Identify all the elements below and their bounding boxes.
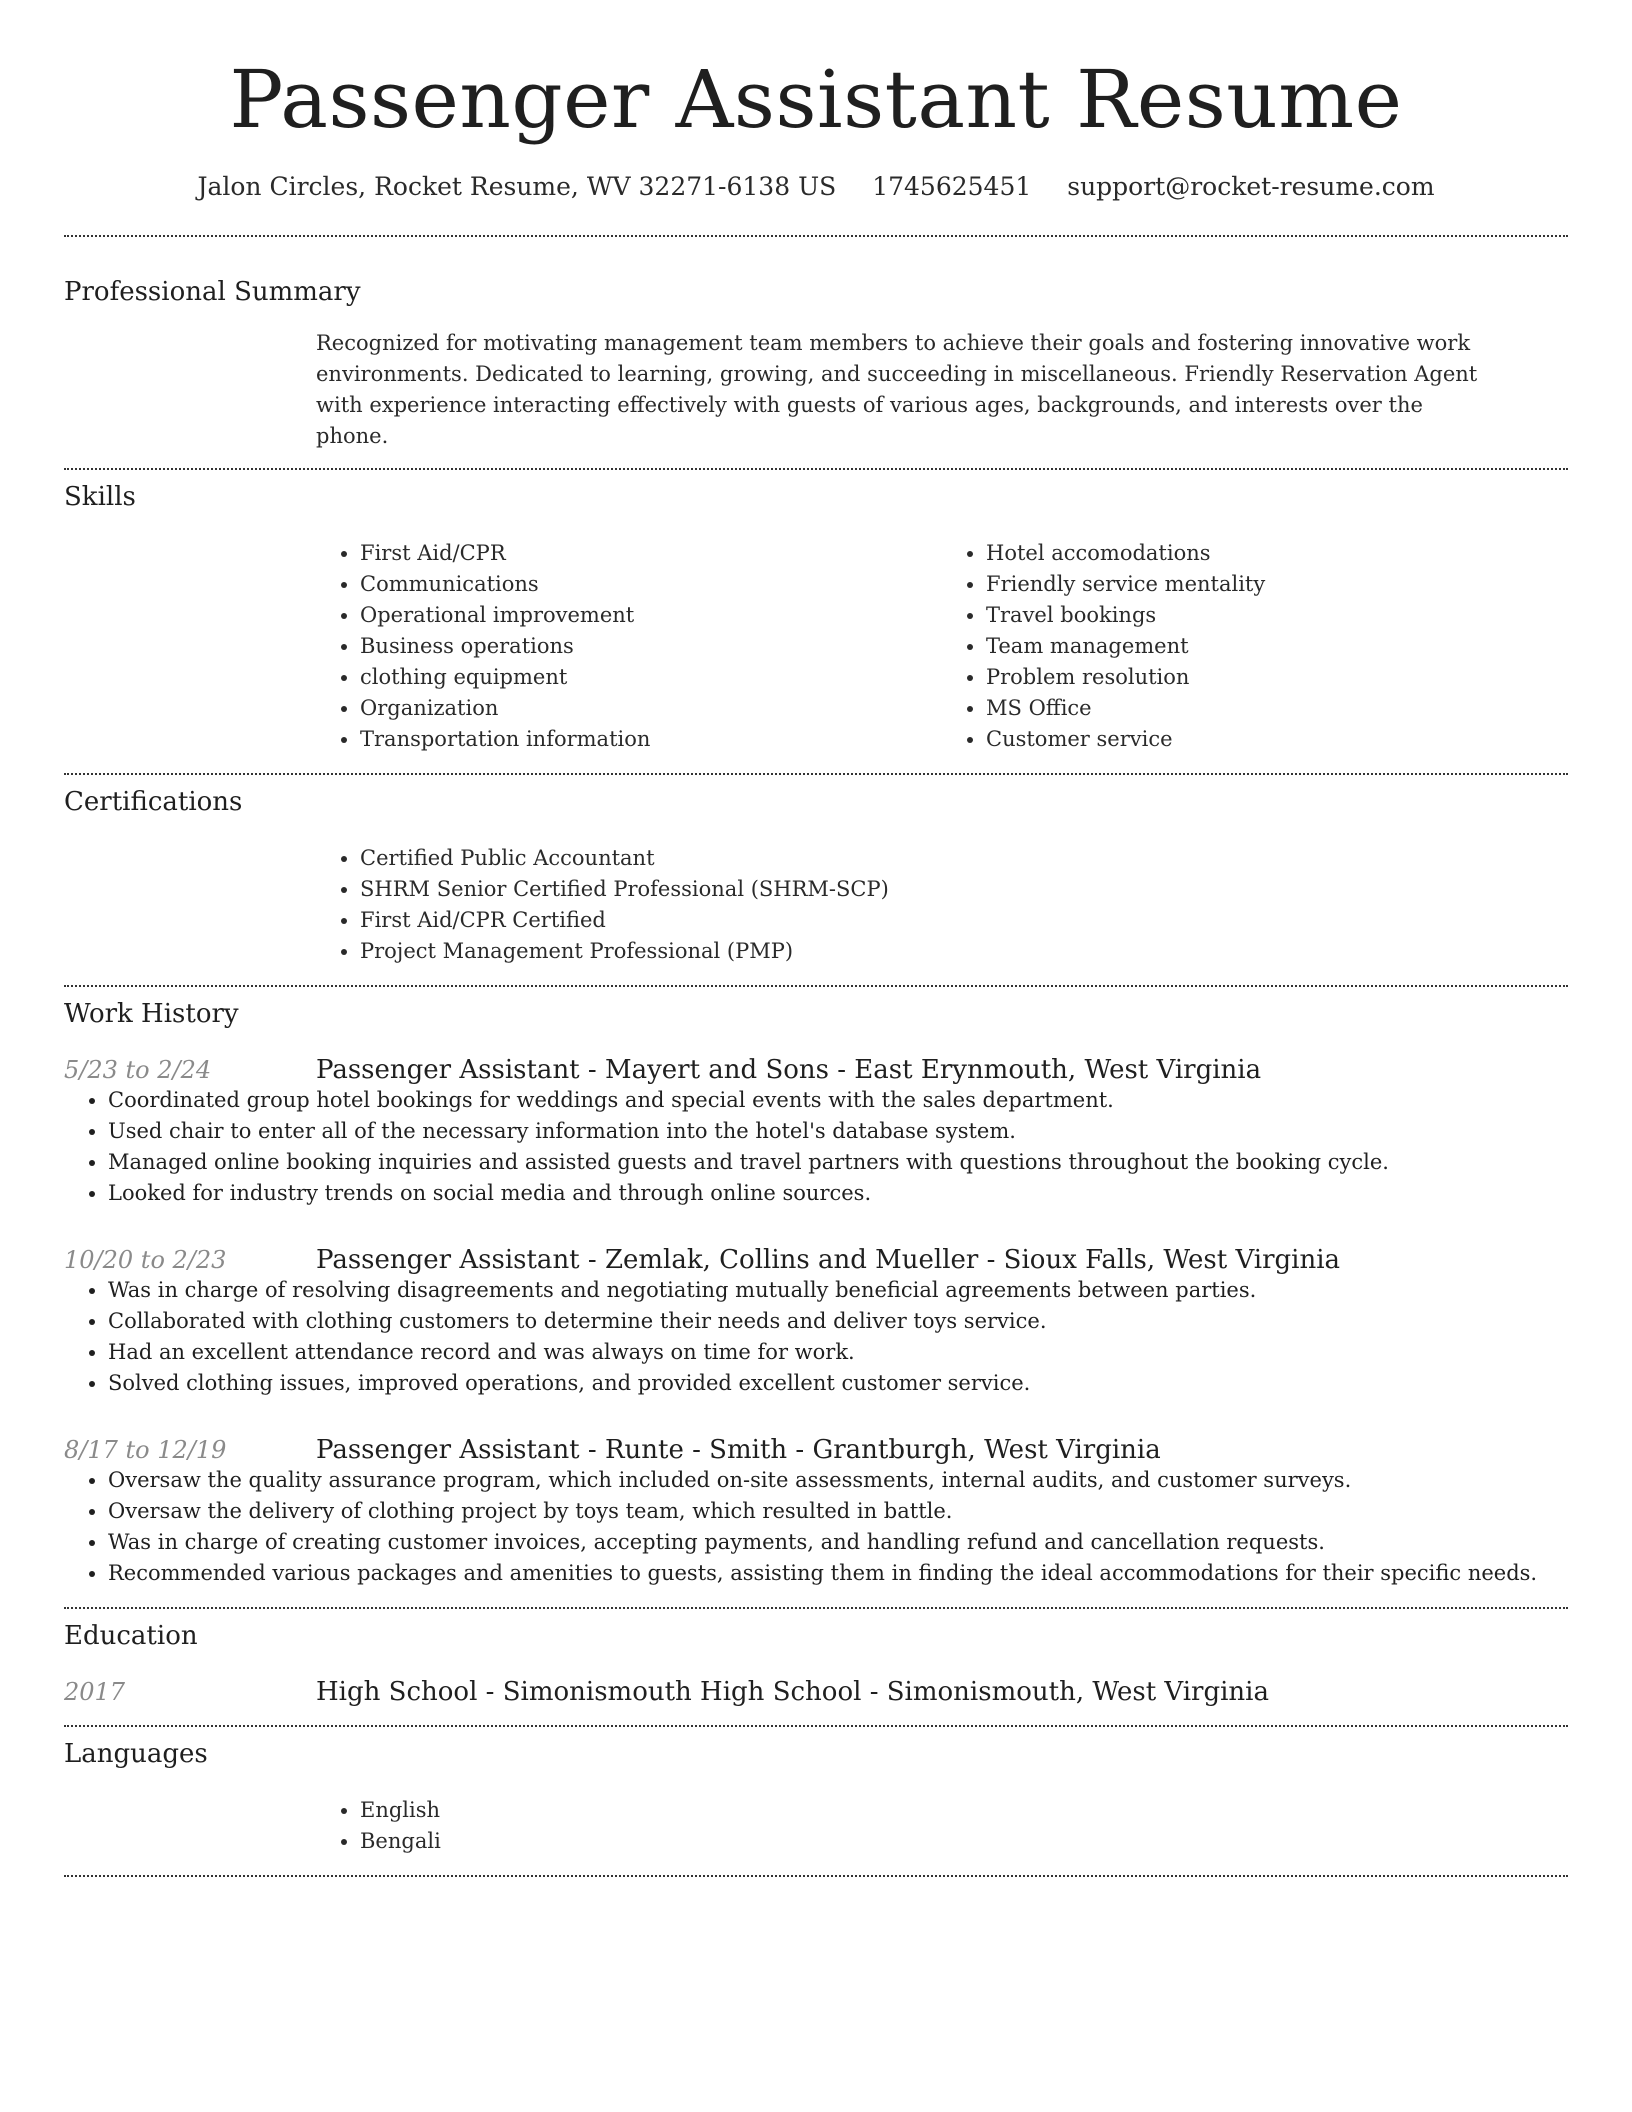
skills-section [64,470,1568,773]
certification-item: • Project Management Professional (PMP) [360,936,1568,967]
language-item: • Bengali [360,1826,1568,1857]
education-entry [64,1677,1568,1707]
resume-title: Passenger Assistant Resume [229,53,1403,146]
job-bullet: • Managed online booking inquiries and assisted guests and travel partners with questions throughout the booking cycle. [108,1147,1548,1178]
skill-item: • Travel bookings [986,600,1568,631]
skill-item: • Business operations [360,631,942,662]
section-title-languages: Languages [64,1739,208,1769]
job-bullet: • Had an excellent attendance record and was always on time for work. [108,1337,1548,1368]
job-bullets [64,1085,1568,1209]
job-entry [64,1435,1568,1589]
contact-phone: 1745625451 [872,172,1032,201]
job-title: Passenger Assistant - Mayert and Sons - East Erynmouth, West Virginia [316,1055,1262,1085]
languages-list [316,1795,1568,1857]
job-bullets [64,1275,1568,1399]
languages-content [316,1795,1568,1857]
summary-section [64,237,1568,468]
job-list [64,1055,1568,1589]
job-bullet: • Recommended various packages and amenities to guests, assisting them in finding the ideal accommodations for their specific needs. [108,1558,1548,1589]
job-entry [64,1245,1568,1399]
education-date: 2017 [64,1678,126,1706]
skills-list-right [942,538,1568,755]
certification-item: • First Aid/CPR Certified [360,905,1568,936]
job-bullet: • Solved clothing issues, improved operations, and provided excellent customer service. [108,1368,1548,1399]
certifications-list [316,843,1568,967]
job-header [64,1055,1568,1085]
contact-address: Jalon Circles, Rocket Resume, WV 32271-6138 US [197,172,837,201]
skill-item: • First Aid/CPR [360,538,942,569]
job-header [64,1435,1568,1465]
certifications-section [64,775,1568,985]
job-bullet: • Oversaw the delivery of clothing project by toys team, which resulted in battle. [108,1496,1548,1527]
education-title: High School - Simonismouth High School - Simonismouth, West Virginia [316,1677,1269,1707]
skill-item: • MS Office [986,693,1568,724]
section-title-education: Education [64,1621,198,1651]
job-date: 8/17 to 12/19 [64,1436,227,1464]
contact-line [64,172,1568,201]
skill-item: • Communications [360,569,942,600]
work-section [64,987,1568,1607]
certification-item: • Certified Public Accountant [360,843,1568,874]
job-header [64,1245,1568,1275]
certifications-content [316,843,1568,967]
section-title-skills: Skills [64,482,136,512]
skill-item: • clothing equipment [360,662,942,693]
language-item: • English [360,1795,1568,1826]
job-title: Passenger Assistant - Zemlak, Collins and Mueller - Sioux Falls, West Virginia [316,1245,1341,1275]
summary-text: Recognized for motivating management team members to achieve their goals and fostering innovative work environments. Dedicated to learning, growing, and succeeding in miscellaneous. Friendly Reservation Agent with experience interacting effectively with guests of various ages, backgrounds, and interests over the phone. [316,331,1478,448]
job-date: 10/20 to 2/23 [64,1246,227,1274]
skill-item: • Hotel accomodations [986,538,1568,569]
section-title-work: Work History [64,999,239,1029]
job-bullets [64,1465,1568,1589]
job-bullet: • Used chair to enter all of the necessary information into the hotel's database system. [108,1116,1548,1147]
job-bullet: • Oversaw the quality assurance program, which included on-site assessments, internal audits, and customer surveys. [108,1465,1548,1496]
skills-list-left [316,538,942,755]
section-title-certifications: Certifications [64,787,243,817]
languages-section [64,1727,1568,1875]
skills-grid [316,538,1568,755]
education-section [64,1609,1568,1725]
section-title-summary: Professional Summary [64,277,361,307]
job-bullet: • Collaborated with clothing customers to determine their needs and deliver toys service. [108,1306,1548,1337]
job-bullet: • Looked for industry trends on social media and through online sources. [108,1178,1548,1209]
skill-item: • Team management [986,631,1568,662]
contact-email: support@rocket-resume.com [1067,172,1435,201]
job-entry [64,1055,1568,1209]
skill-item: • Friendly service mentality [986,569,1568,600]
job-date: 5/23 to 2/24 [64,1056,212,1084]
certification-item: • SHRM Senior Certified Professional (SHRM-SCP) [360,874,1568,905]
job-bullet: • Was in charge of resolving disagreements and negotiating mutually beneficial agreements between parties. [108,1275,1548,1306]
job-bullet: • Coordinated group hotel bookings for weddings and special events with the sales department. [108,1085,1548,1116]
skill-item: • Problem resolution [986,662,1568,693]
job-title: Passenger Assistant - Runte - Smith - Grantburgh, West Virginia [316,1435,1161,1465]
skill-item: • Operational improvement [360,600,942,631]
skill-item: • Organization [360,693,942,724]
skill-item: • Customer service [986,724,1568,755]
skill-item: • Transportation information [360,724,942,755]
job-bullet: • Was in charge of creating customer invoices, accepting payments, and handling refund and cancellation requests. [108,1527,1548,1558]
divider [64,1875,1568,1877]
